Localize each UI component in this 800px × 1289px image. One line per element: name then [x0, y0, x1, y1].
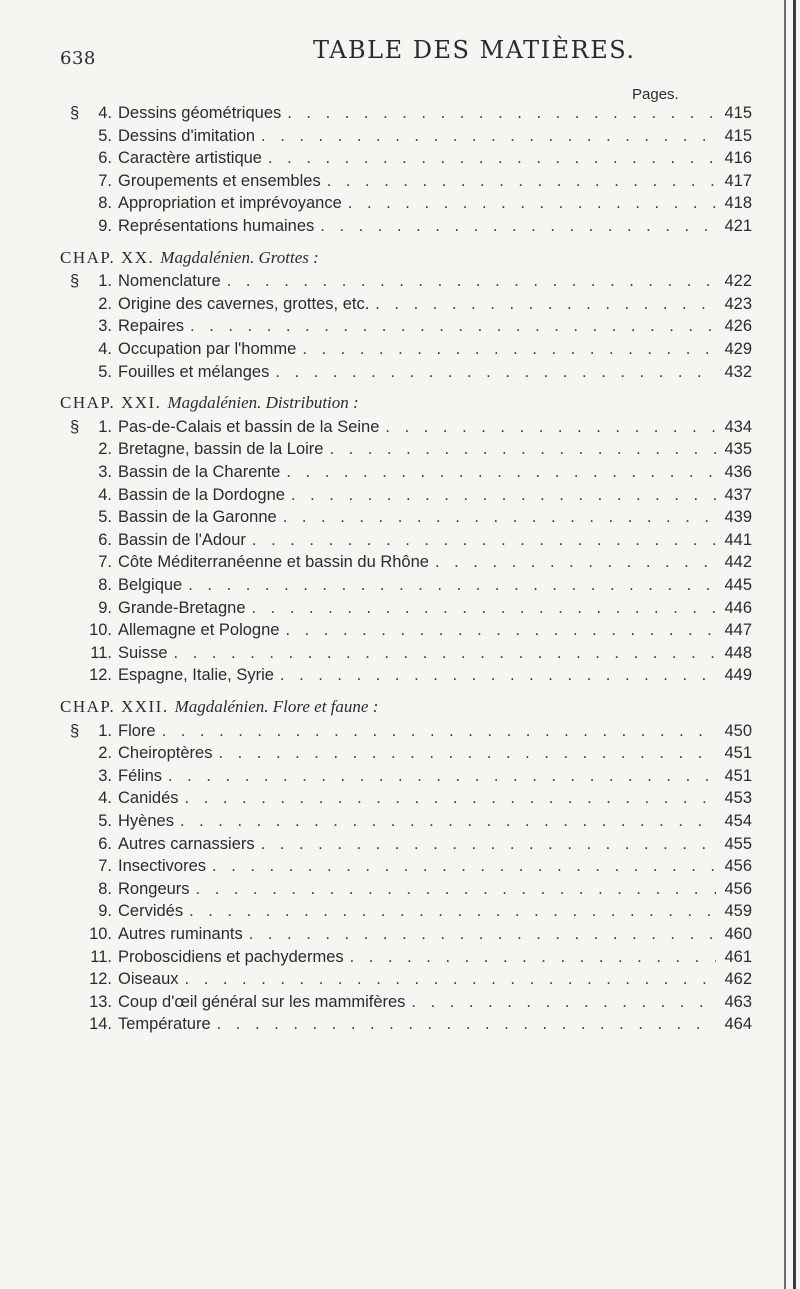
entry-page-number: 435: [724, 440, 752, 459]
entry-title: Occupation par l'homme: [118, 340, 297, 358]
dot-leader: [327, 172, 716, 191]
entry-title: Autres carnassiers: [118, 834, 255, 853]
entry-title: Espagne, Italie, Syrie: [118, 666, 274, 685]
entry-number: 3.: [98, 317, 112, 336]
entry-title: Dessins géométriques: [118, 104, 282, 122]
entry-number: 11.: [90, 947, 112, 966]
entry-number: 12.: [89, 970, 112, 989]
entry-number: 14.: [89, 1015, 112, 1034]
dot-leader: [435, 553, 716, 572]
entry-page-number: 418: [724, 194, 752, 213]
entry-number: 7.: [98, 857, 112, 876]
toc-entry: [86, 295, 752, 317]
entry-page-number: 461: [724, 947, 752, 966]
entry-page-number: 423: [724, 294, 752, 313]
toc-entry: [86, 948, 752, 970]
entry-number: 2.: [98, 294, 112, 313]
dot-leader: [411, 993, 716, 1012]
entry-page-number: 459: [724, 902, 752, 921]
entry-number: 7.: [98, 171, 112, 190]
entry-page-number: 451: [724, 766, 752, 785]
entry-number: 6.: [98, 530, 112, 549]
section-sign: §: [70, 417, 80, 436]
entry-number: 5.: [98, 126, 112, 145]
entry-number: 4.: [98, 789, 112, 808]
entry-page-number: 421: [724, 217, 752, 235]
dot-leader: [168, 767, 716, 786]
dot-leader: [188, 576, 716, 595]
dot-leader: [252, 599, 717, 618]
entry-page-number: 429: [724, 340, 752, 358]
dot-leader: [291, 486, 716, 505]
entry-number: 13.: [89, 992, 112, 1011]
page-header: [60, 36, 760, 69]
toc-entry: [86, 666, 752, 688]
entry-page-number: 426: [724, 317, 752, 336]
entry-page-number: 450: [724, 721, 752, 740]
dot-leader: [252, 531, 716, 550]
entry-number: 9.: [98, 598, 112, 617]
entry-number: 1.: [98, 272, 112, 291]
dot-leader: [286, 463, 716, 482]
entry-number: 9.: [98, 902, 112, 921]
dot-leader: [217, 1015, 716, 1034]
toc-entry: [86, 744, 752, 766]
entry-title: Bretagne, bassin de la Loire: [118, 440, 324, 459]
toc-entry: [70, 722, 752, 744]
entry-page-number: 464: [724, 1015, 752, 1034]
dot-leader: [350, 948, 716, 967]
entry-page-number: 451: [724, 744, 752, 763]
entry-page-number: 436: [724, 463, 752, 481]
entry-number: 5.: [98, 812, 112, 830]
entry-page-number: 416: [724, 149, 752, 168]
entry-number: 11.: [90, 643, 112, 662]
entry-title: Suisse: [118, 643, 168, 662]
toc-entry: [86, 363, 752, 385]
toc-entry: [86, 127, 752, 149]
dot-leader: [162, 722, 716, 741]
dot-leader: [180, 812, 716, 831]
dot-leader: [249, 925, 716, 944]
entry-page-number: 456: [724, 857, 752, 876]
toc-entry: [86, 317, 752, 339]
entry-page-number: 434: [724, 417, 752, 436]
entry-page-number: 456: [724, 879, 752, 898]
entry-page-number: 455: [724, 834, 752, 853]
dot-leader: [196, 880, 716, 899]
dot-leader: [285, 621, 716, 640]
entry-number: 7.: [98, 553, 112, 572]
entry-number: 12.: [89, 666, 112, 685]
entry-title: Félins: [118, 766, 163, 785]
dot-leader: [212, 857, 716, 876]
dot-leader: [375, 295, 716, 314]
entry-number: 6.: [98, 834, 112, 853]
entry-title: Oiseaux: [118, 970, 179, 989]
toc-entry: [86, 1015, 752, 1037]
toc-entry: [86, 463, 752, 485]
entry-page-number: 422: [724, 272, 752, 291]
dot-leader: [268, 149, 716, 168]
entry-page-number: 454: [724, 812, 752, 830]
toc-entry: [70, 272, 752, 294]
page-number: 638: [60, 48, 96, 69]
entry-number: 9.: [98, 217, 112, 235]
entry-page-number: 415: [724, 126, 752, 145]
entry-number: 4.: [98, 340, 112, 358]
entry-title: Flore: [118, 721, 156, 740]
entry-number: 10.: [89, 925, 112, 943]
section-sign: §: [70, 721, 80, 740]
entry-number: 5.: [98, 508, 112, 527]
toc-entry: [86, 340, 752, 362]
chapter-heading: [60, 697, 378, 721]
toc-entry: [86, 576, 752, 598]
dot-leader: [190, 317, 716, 336]
entry-title: Canidés: [118, 789, 179, 808]
entry-title: Coup d'œil général sur les mammifères: [118, 992, 406, 1011]
entry-title: Autres ruminants: [118, 925, 243, 943]
dot-leader: [302, 340, 716, 359]
toc-entry: [86, 553, 752, 575]
entry-title: Nomenclature: [118, 272, 221, 291]
entry-number: 8.: [98, 879, 112, 898]
toc-entry: [86, 925, 752, 947]
toc-entry: [86, 217, 752, 239]
entry-title: Grande-Bretagne: [118, 598, 246, 617]
dot-leader: [189, 902, 716, 921]
entry-number: 10.: [89, 621, 112, 640]
entry-number: 2.: [98, 440, 112, 459]
entry-title: Appropriation et imprévoyance: [118, 194, 342, 213]
entry-title: Repaires: [118, 317, 185, 336]
entry-page-number: 442: [724, 553, 752, 572]
dot-leader: [261, 127, 716, 146]
entry-number: 2.: [98, 744, 112, 763]
toc-entry: [70, 104, 752, 126]
chapter-heading: [60, 248, 319, 272]
dot-leader: [287, 104, 716, 123]
toc-entry: [86, 508, 752, 530]
entry-title: Cheiroptères: [118, 744, 213, 763]
entry-page-number: 448: [724, 643, 752, 662]
toc-entry: [86, 857, 752, 879]
dot-leader: [385, 418, 716, 437]
entry-page-number: 447: [724, 621, 752, 640]
entry-title: Bassin de la Charente: [118, 463, 281, 481]
toc-entry: [86, 835, 752, 857]
entry-title: Côte Méditerranéenne et bassin du Rhône: [118, 553, 429, 572]
entry-page-number: 460: [724, 925, 752, 943]
chapter-title: Magdalénien. Grottes :: [160, 247, 319, 267]
page-edge-line: [793, 0, 796, 1289]
entry-number: 3.: [98, 463, 112, 481]
entry-title: Rongeurs: [118, 879, 190, 898]
chapter-heading: [60, 393, 359, 417]
entry-title: Représentations humaines: [118, 217, 315, 235]
chapter-label: CHAP. XX.: [60, 247, 155, 267]
entry-title: Dessins d'imitation: [118, 126, 256, 145]
entry-title: Allemagne et Pologne: [118, 621, 280, 640]
toc-entry: [86, 767, 752, 789]
toc-entry: [86, 440, 752, 462]
section-sign: §: [70, 272, 80, 291]
section-sign: §: [70, 104, 80, 122]
running-title: TABLE DES MATIÈRES.: [313, 36, 636, 64]
toc-entry: [86, 644, 752, 666]
entry-title: Proboscidiens et pachydermes: [118, 947, 344, 966]
dot-leader: [227, 272, 716, 291]
toc-entry: [86, 531, 752, 553]
entry-title: Bassin de la Dordogne: [118, 485, 285, 504]
toc-entry: [86, 902, 752, 924]
entry-number: 5.: [98, 362, 112, 381]
entry-number: 4.: [98, 104, 112, 122]
toc-entry: [86, 486, 752, 508]
page-edge-line: [784, 0, 786, 1289]
entry-number: 1.: [98, 721, 112, 740]
entry-title: Température: [118, 1015, 211, 1034]
entry-number: 6.: [98, 149, 112, 168]
entry-title: Insectivores: [118, 857, 207, 876]
entry-page-number: 439: [724, 508, 752, 527]
entry-title: Belgique: [118, 576, 183, 594]
entry-page-number: 449: [724, 666, 752, 685]
entry-page-number: 453: [724, 789, 752, 808]
entry-page-number: 437: [724, 485, 752, 504]
entry-title: Caractère artistique: [118, 149, 262, 168]
dot-leader: [185, 789, 716, 808]
dot-leader: [280, 666, 716, 685]
chapter-title: Magdalénien. Distribution :: [167, 393, 359, 413]
toc-entry: [86, 172, 752, 194]
chapter-title: Magdalénien. Flore et faune :: [174, 697, 379, 716]
entry-page-number: 462: [724, 970, 752, 989]
entry-page-number: 446: [724, 598, 752, 617]
entry-page-number: 445: [724, 576, 752, 594]
chapter-label: CHAP. XXII.: [60, 697, 169, 716]
pages-column-label: Pages.: [632, 86, 679, 103]
toc-entry: [86, 621, 752, 643]
dot-leader: [174, 644, 716, 663]
toc-entry: [70, 418, 752, 440]
entry-page-number: 432: [724, 362, 752, 381]
entry-number: 3.: [98, 766, 112, 785]
toc-entry: [86, 880, 752, 902]
entry-title: Fouilles et mélanges: [118, 362, 270, 381]
dot-leader: [218, 744, 716, 763]
entry-page-number: 441: [724, 530, 752, 549]
toc-entry: [86, 789, 752, 811]
entry-title: Cervidés: [118, 902, 184, 921]
dot-leader: [185, 970, 716, 989]
toc-entry: [86, 194, 752, 216]
entry-number: 8.: [98, 194, 112, 213]
toc-entry: [86, 993, 752, 1015]
entry-title: Pas-de-Calais et bassin de la Seine: [118, 417, 380, 436]
dot-leader: [320, 217, 716, 236]
toc-entry: [86, 599, 752, 621]
dot-leader: [275, 363, 716, 382]
toc-entry: [86, 149, 752, 171]
entry-title: Origine des cavernes, grottes, etc.: [118, 294, 370, 313]
entry-title: Hyènes: [118, 812, 174, 830]
dot-leader: [348, 194, 716, 213]
entry-title: Bassin de la Garonne: [118, 508, 277, 527]
entry-number: 1.: [98, 417, 112, 436]
dot-leader: [283, 508, 716, 527]
entry-page-number: 417: [724, 171, 752, 190]
entry-page-number: 415: [724, 104, 752, 122]
dot-leader: [261, 835, 716, 854]
dot-leader: [329, 440, 716, 459]
entry-number: 8.: [98, 576, 112, 594]
toc-entry: [86, 812, 752, 834]
entry-title: Groupements et ensembles: [118, 171, 321, 190]
toc-entry: [86, 970, 752, 992]
entry-title: Bassin de l'Adour: [118, 530, 246, 549]
chapter-label: CHAP. XXI.: [60, 393, 162, 413]
entry-page-number: 463: [724, 992, 752, 1011]
entry-number: 4.: [98, 485, 112, 504]
